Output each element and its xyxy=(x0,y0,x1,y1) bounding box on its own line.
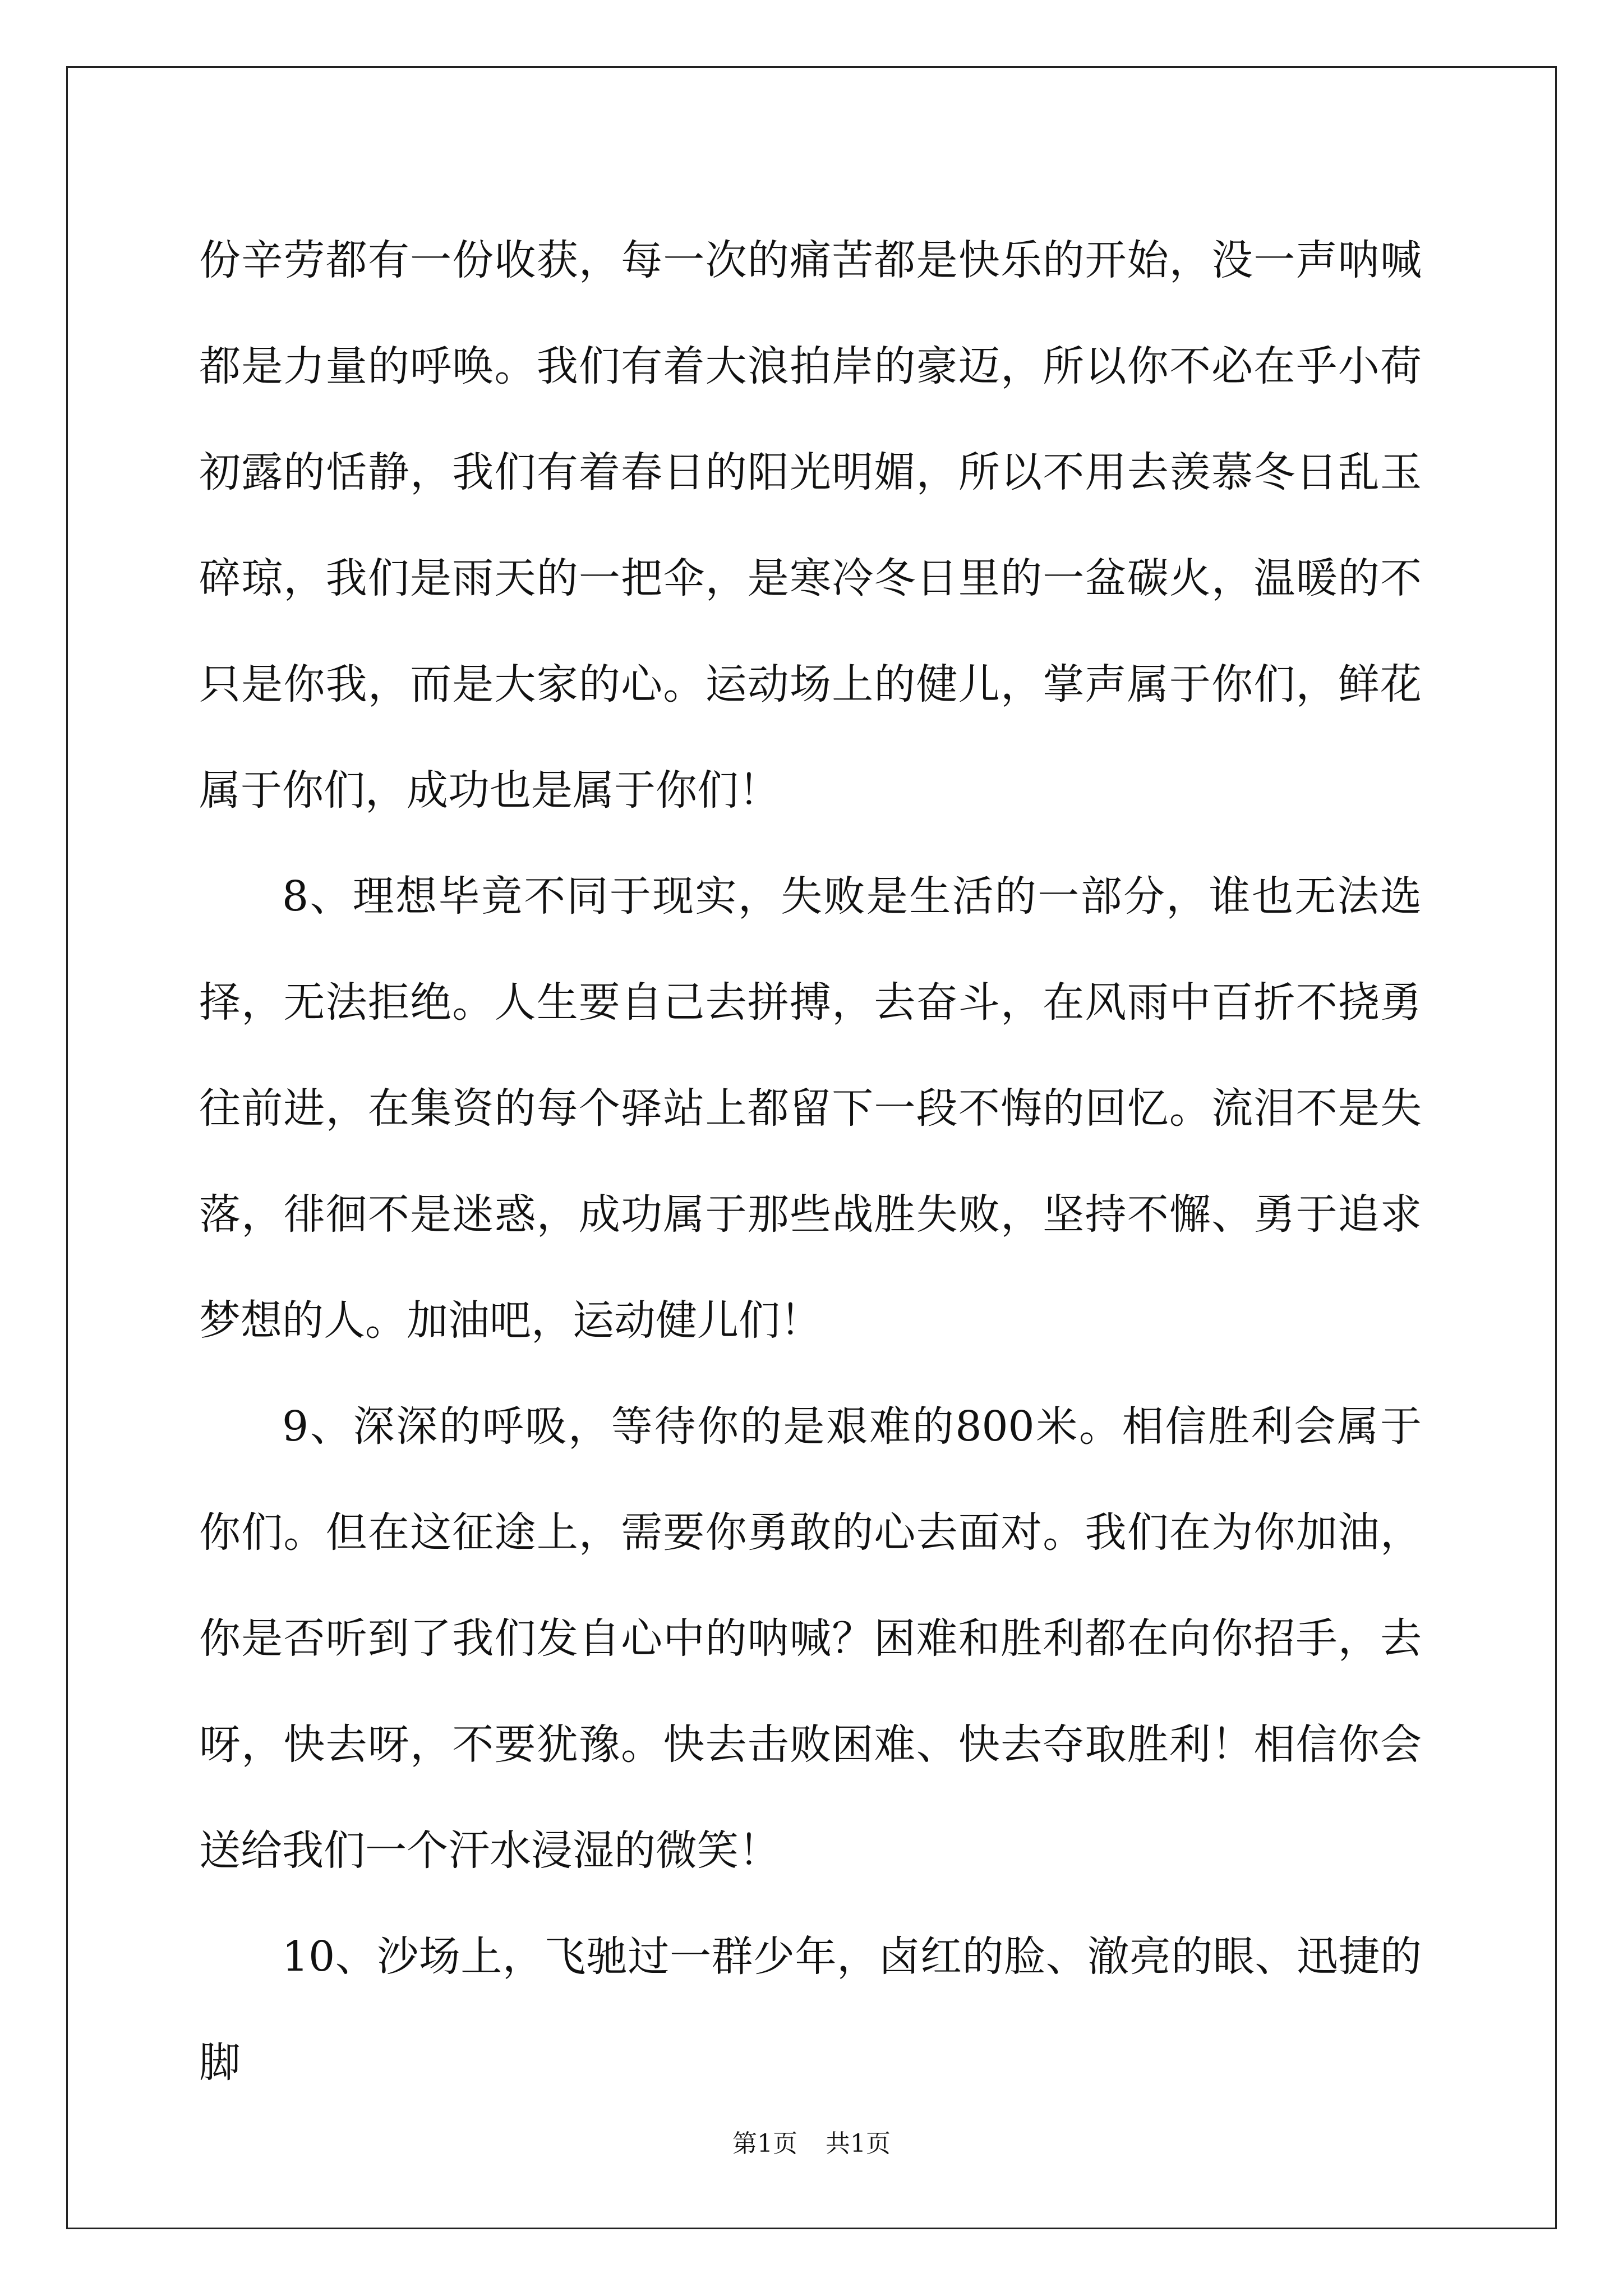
page-number-total: 共1页 xyxy=(826,2129,891,2158)
paragraph-1: 份辛劳都有一份收获，每一次的痛苦都是快乐的开始，没一声呐喊都是力量的呼唤。我们有着大浪拍岸的豪迈，所以你不必在乎小荷初露的恬静，我们有着春日的阳光明媚，所以不用去羡慕冬日乱玉碎琼，我们是雨天的一把伞，是寒冷冬日里的一盆碳火，温暖的不只是你我，而是大家的心。运动场上的健儿，掌声属于你们，鲜花属于你们，成功也是属于你们！ xyxy=(199,236,1422,815)
document-body xyxy=(199,208,1422,2116)
paragraph-10: 10、沙场上，飞驰过一群少年，卤红的脸、澈亮的眼、迅捷的脚 xyxy=(199,1932,1422,2087)
page-footer xyxy=(0,2127,1623,2161)
paragraph-9: 9、深深的呼吸，等待你的是艰难的800米。相信胜利会属于你们。但在这征途上，需要你勇敢的心去面对。我们在为你加油，你是否听到了我们发自心中的呐喊？困难和胜利都在向你招手，去呀，快去呀，不要犹豫。快去击败困难、快去夺取胜利！相信你会送给我们一个汗水浸湿的微笑！ xyxy=(199,1402,1422,1875)
paragraph-8: 8、理想毕竟不同于现实，失败是生活的一部分，谁也无法选择，无法拒绝。人生要自己去拼搏，去奋斗，在风雨中百折不挠勇往前进，在集资的每个驿站上都留下一段不悔的回忆。流泪不是失落，徘徊不是迷惑，成功属于那些战胜失败，坚持不懈、勇于追求梦想的人。加油吧，运动健儿们！ xyxy=(199,872,1422,1345)
page-number-current: 第1页 xyxy=(732,2129,797,2158)
